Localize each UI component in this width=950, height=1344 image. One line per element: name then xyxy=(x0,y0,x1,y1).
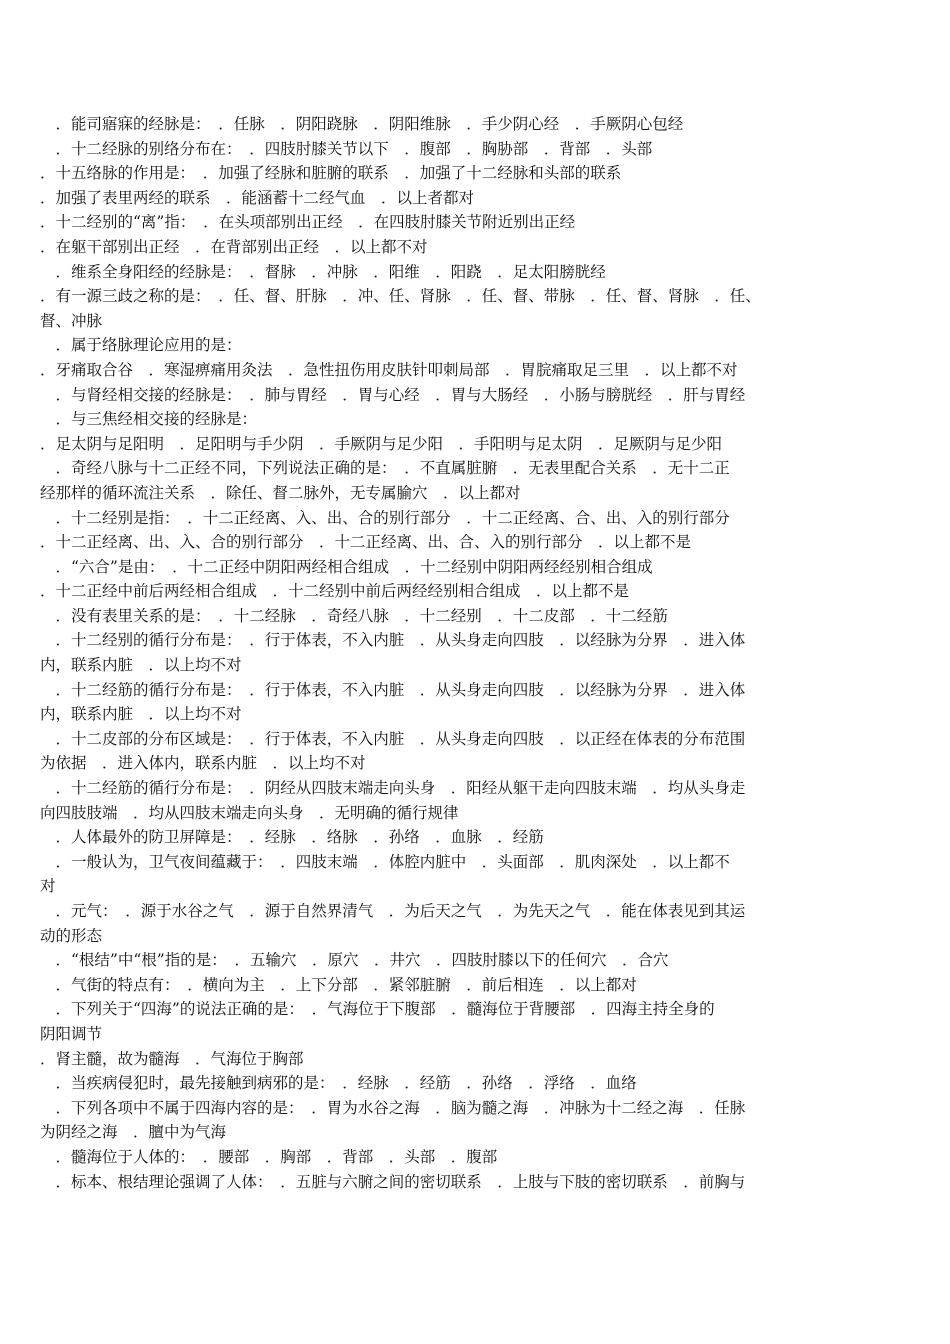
text-line: 对 xyxy=(40,877,56,896)
text-line: ．十二经别的循行分布是： ．行于体表，不入内脏 ．从头身走向四肢 ．以经脉为分界 ．进入体 xyxy=(40,631,746,650)
text-line: ．下列各项中不属于四海内容的是： ．胃为水谷之海 ．脑为髓之海 ．冲脉为十二经之海 ．任脉 xyxy=(40,1098,746,1117)
text-line: ．十二经别的“离”指： ．在头项部别出正经 ．在四肢肘膝关节附近别出正经 xyxy=(40,213,576,232)
text-line: ．十二经筋的循行分布是： ．阴经从四肢末端走向头身 ．阳经从躯干走向四肢末端 ．均从头身走 xyxy=(40,779,746,798)
text-line: ．一般认为，卫气夜间蕴藏于： ．四肢末端 ．体腔内脏中 ．头面部 ．肌肉深处 ．以上都不 xyxy=(40,852,730,871)
text-line: ．标本、根结理论强调了人体： ．五脏与六腑之间的密切联系 ．上肢与下肢的密切联系 ．前胸与 xyxy=(40,1172,746,1191)
text-line: ．“六合”是由： ．十二正经中阴阳两经相合组成 ．十二经别中阴阳两经经别相合组成 xyxy=(40,557,653,576)
text-line: ．十二经脉的别络分布在： ．四肢肘膝关节以下 ．腹部 ．胸胁部 ．背部 ．头部 xyxy=(40,139,653,158)
text-line: ．髓海位于人体的： ．腰部 ．胸部 ．背部 ．头部 ．腹部 xyxy=(40,1147,498,1166)
text-line: ．维系全身阳经的经脉是： ．督脉 ．冲脉 ．阳维 ．阳跷 ．足太阳膀胱经 xyxy=(40,262,606,281)
text-line: ．当疾病侵犯时，最先接触到病邪的是： ．经脉 ．经筋 ．孙络 ．浮络 ．血络 xyxy=(40,1074,637,1093)
text-line: ．人体最外的防卫屏障是： ．经脉 ．络脉 ．孙络 ．血脉 ．经筋 xyxy=(40,828,544,847)
text-line: ．有一源三歧之称的是： ．任、督、肝脉 ．冲、任、肾脉 ．任、督、带脉 ．任、督、肾脉 ．任、 xyxy=(40,287,761,306)
text-line: 动的形态 xyxy=(40,926,103,945)
text-line: ．与肾经相交接的经脉是： ．肺与胃经 ．胃与心经 ．胃与大肠经 ．小肠与膀胱经 ．肝与胃经 xyxy=(40,385,746,404)
text-line: ．十二正经中前后两经相合组成 ．十二经别中前后两经经别相合组成 ．以上都不是 xyxy=(40,582,630,601)
text-line: 经那样的循环流注关系 ．除任、督二脉外，无专属腧穴 ．以上都对 xyxy=(40,483,521,502)
text-line: ．下列关于“四海”的说法正确的是： ．气海位于下腹部 ．髓海位于背腰部 ．四海主持全身的 xyxy=(40,1000,715,1019)
text-line: ．没有表里关系的是： ．十二经脉 ．奇经八脉 ．十二经别 ．十二皮部 ．十二经筋 xyxy=(40,606,668,625)
text-line: ．加强了表里两经的联系 ．能涵蓄十二经气血 ．以上者都对 xyxy=(40,188,475,207)
text-line: ．十二经别是指： ．十二正经离、入、出、合的别行部分 ．十二正经离、合、出、入的别行部分 xyxy=(40,508,730,527)
text-line: ．肾主髓，故为髓海 ．气海位于胸部 xyxy=(40,1049,304,1068)
text-line: 内，联系内脏 ．以上均不对 xyxy=(40,705,242,724)
document-page xyxy=(40,112,906,1194)
text-line: ．十二正经离、出、入、合的别行部分 ．十二正经离、出、合、入的别行部分 ．以上都不是 xyxy=(40,533,692,552)
text-line: ．十五络脉的作用是： ．加强了经脉和脏腑的联系 ．加强了十二经脉和头部的联系 xyxy=(40,164,622,183)
text-line: 阴阳调节 xyxy=(40,1024,103,1043)
text-line: ．与三焦经相交接的经脉是： xyxy=(40,410,258,429)
text-line: ．属于络脉理论应用的是： xyxy=(40,336,242,355)
text-line: ．在躯干部别出正经 ．在背部别出正经 ．以上都不对 xyxy=(40,237,428,256)
text-line: ．十二经筋的循行分布是： ．行于体表，不入内脏 ．从头身走向四肢 ．以经脉为分界 ．进入体 xyxy=(40,680,746,699)
text-line: ．能司寤寐的经脉是： ．任脉 ．阴阳跷脉 ．阴阳维脉 ．手少阴心经 ．手厥阴心包经 xyxy=(40,115,684,133)
text-line: ．元气： ．源于水谷之气 ．源于自然界清气 ．为后天之气 ．为先天之气 ．能在体表见到其运 xyxy=(40,902,746,920)
text-line: ．气街的特点有： ．横向为主 ．上下分部 ．紧邻脏腑 ．前后相连 ．以上都对 xyxy=(40,975,637,994)
text-line: ．十二皮部的分布区域是： ．行于体表，不入内脏 ．从头身走向四肢 ．以正经在体表的分布范围 xyxy=(40,729,746,748)
text-line: ．奇经八脉与十二正经不同，下列说法正确的是： ．不直属脏腑 ．无表里配合关系 ．无十二正 xyxy=(40,459,730,478)
text-line: 督、冲脉 xyxy=(40,311,103,330)
text-line: 内，联系内脏 ．以上均不对 xyxy=(40,656,242,675)
text-line: 为依据 ．进入体内，联系内脏 ．以上均不对 xyxy=(40,754,366,773)
text-line: 向四肢肢端 ．均从四肢末端走向头身 ．无明确的循行规律 xyxy=(40,803,459,822)
text-line: ．足太阴与足阳明 ．足阳明与手少阴 ．手厥阴与足少阳 ．手阳明与足太阴 ．足厥阴与足少阳 xyxy=(40,434,723,453)
text-line: ．“根结”中“根”指的是： ．五输穴 ．原穴 ．井穴 ．四肢肘膝以下的任何穴 ．合穴 xyxy=(40,951,669,970)
text-line: ．牙痛取合谷 ．寒湿痹痛用灸法 ．急性扭伤用皮肤针叩刺局部 ．胃脘痛取足三里 ．以上都不对 xyxy=(40,360,738,379)
text-line: 为阴经之海 ．膻中为气海 xyxy=(40,1123,227,1142)
